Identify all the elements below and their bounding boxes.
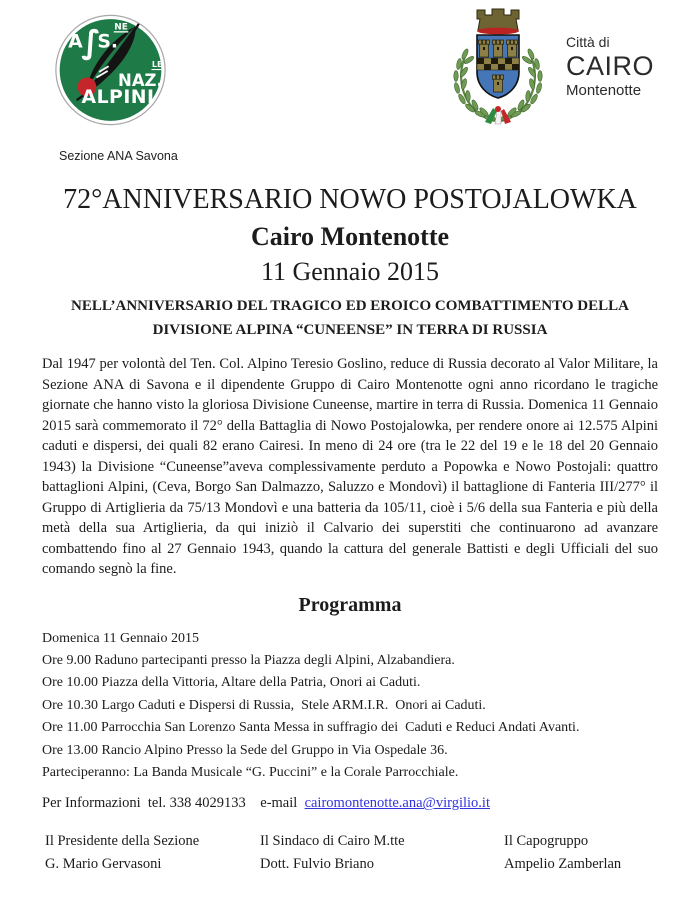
tricolor-ribbon-icon xyxy=(485,106,511,124)
signature-title: Il Capogruppo xyxy=(504,833,589,850)
subtitle-line-2: DIVISIONE ALPINA “CUNEENSE” IN TERRA DI RUSSIA xyxy=(152,322,548,338)
crown-icon xyxy=(477,9,519,30)
program-heading: Programma xyxy=(298,593,402,616)
cairo-coat-of-arms-icon xyxy=(449,2,561,128)
program-line: Ore 9.00 Raduno partecipanti presso la Piazza degli Alpini, Alzabandiera. xyxy=(42,652,455,668)
history-paragraph: Dal 1947 per volontà del Ten. Col. Alpino Teresio Goslino, reduce di Russia decorato al Valor Militare, la Sezione ANA di Savona e il dipendente Gruppo di Cairo Montenotte ogni anno ricordano le tragiche giornate che hanno visto la gloriosa Divisione Cuneense, martire in terra di Russia. Domenica 11 Gennaio 2015 sarà commemorato il 72° della Battaglia di Nowo Postojalowka, per rendere onore ai 12.575 Alpini caduti e dispersi, dei quali 82 erano Cairesi. In meno di 24 ore (tra le 22 del 19 e le 18 del 20 Gennaio 1943) la Divisione “Cuneense”aveva complessivamente perduto a Popowka e Nowo Postojali: quattro battaglioni Alpini, (Ceva, Borgo San Dalmazzo, Saluzzo e Mondovì) il battaglione di Fanteria III/277° il Gruppo di Artiglieria da 75/13 Mondovì e una batteria da 105/11, cioè i 5/6 della sua Fanteria e più della metà della sua Artiglieria, da qui iniziò il Calvario dei superstiti che continuarono ad avanzare combattendo fino al 27 Gennaio 1943, quando la cattura del generale Battisti e degli Ufficiali del suo comando segnò la fine. xyxy=(42,356,658,577)
document-body xyxy=(0,184,700,875)
ana-text-integral: ∫ xyxy=(81,23,101,62)
city-prefix: Città di xyxy=(566,34,610,50)
city-name-block xyxy=(566,34,654,100)
program-line: Ore 11.00 Parrocchia San Lorenzo Santa Messa in suffragio dei Caduti e Reduci Andati Avanti. xyxy=(42,720,580,736)
signature-group-leader xyxy=(504,830,658,875)
subtitle-line-1: NELL’ANNIVERSARIO DEL TRAGICO ED EROICO COMBATTIMENTO DELLA xyxy=(71,298,629,314)
signature-title: Il Presidente della Sezione xyxy=(45,833,200,850)
ana-text-alpini: ALPINI xyxy=(81,86,155,108)
signature-president xyxy=(45,830,260,875)
program-line: Ore 10.00 Piazza della Vittoria, Altare della Patria, Onori ai Caduti. xyxy=(42,675,421,691)
program-line: Ore 13.00 Rancio Alpino Presso la Sede del Gruppo in Via Ospedale 36. xyxy=(42,742,448,758)
program-list xyxy=(42,628,658,785)
ana-text-le: LE xyxy=(151,60,163,70)
signature-name: G. Mario Gervasoni xyxy=(45,855,162,872)
title-date: 11 Gennaio 2015 xyxy=(260,257,440,286)
ana-text-ne: NE xyxy=(114,22,128,33)
ana-text-s: S. xyxy=(97,31,119,53)
ana-text-a: A xyxy=(68,31,83,53)
header xyxy=(0,0,700,178)
signature-row xyxy=(42,830,658,875)
program-line: Ore 10.30 Largo Caduti e Dispersi di Russia, Stele ARM.I.R. Onori ai Caduti. xyxy=(42,697,486,713)
city-name: CAIRO xyxy=(566,51,655,81)
signature-name: Dott. Fulvio Briano xyxy=(260,855,374,872)
subtitle xyxy=(42,294,658,342)
title-place: Cairo Montenotte xyxy=(250,222,450,251)
ana-alpini-logo-icon xyxy=(54,13,167,127)
page-title: 72°ANNIVERSARIO NOWO POSTOJALOWKA xyxy=(63,184,637,215)
signature-mayor xyxy=(260,830,504,875)
program-line: Domenica 11 Gennaio 2015 xyxy=(42,630,199,646)
contact-info-text: Per Informazioni tel. 338 4029133 e-mail xyxy=(42,795,305,812)
city-suffix: Montenotte xyxy=(566,82,642,99)
ana-text-naz: NAZ. xyxy=(118,71,163,91)
email-link[interactable]: cairomontenotte.ana@virgilio.it xyxy=(304,795,490,812)
signature-name: Ampelio Zamberlan xyxy=(504,855,622,872)
program-line: Parteciperanno: La Banda Musicale “G. Puccini” e la Corale Parrocchiale. xyxy=(42,764,459,780)
ana-section-caption: Sezione ANA Savona xyxy=(59,149,178,163)
signature-title: Il Sindaco di Cairo M.tte xyxy=(260,833,405,850)
contact-info-line xyxy=(42,795,658,812)
